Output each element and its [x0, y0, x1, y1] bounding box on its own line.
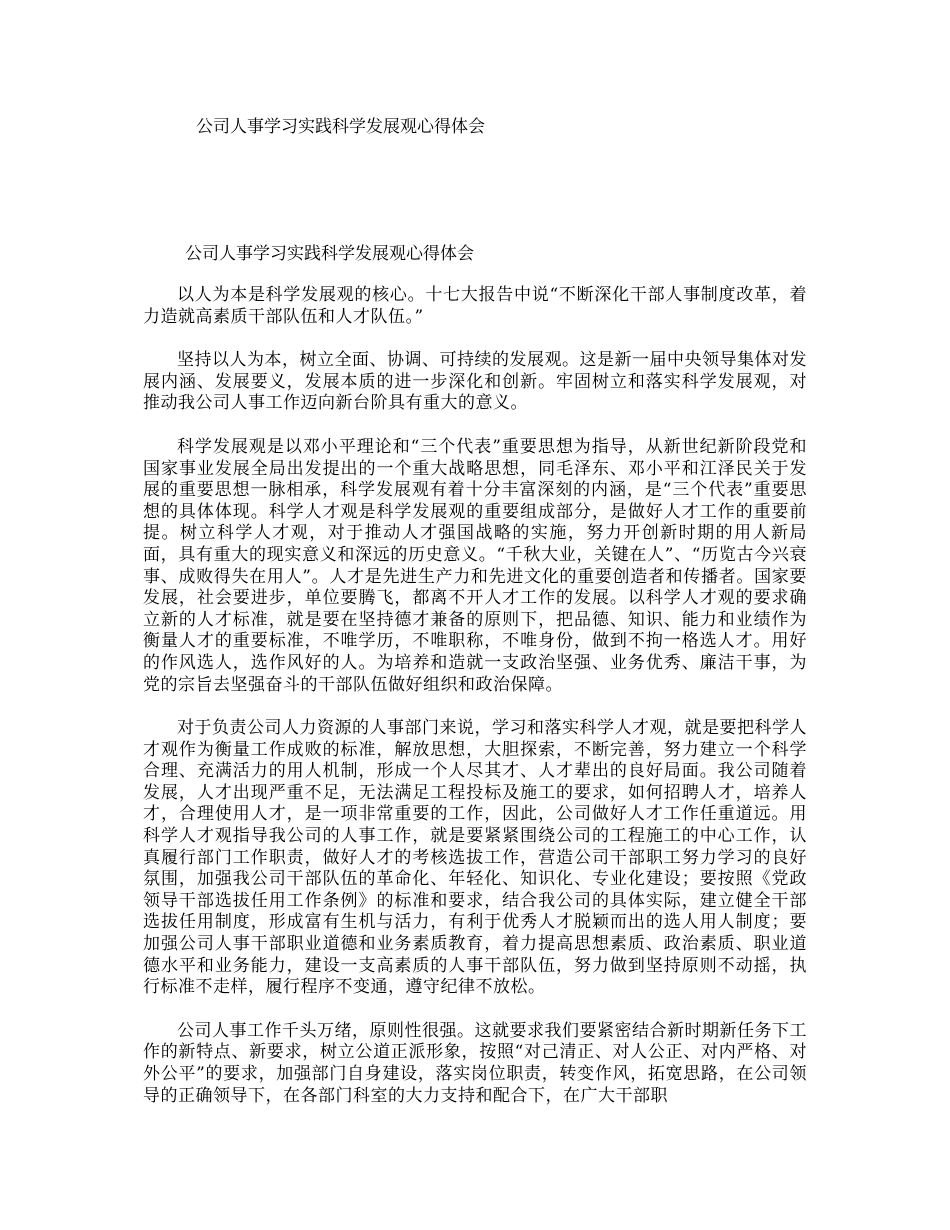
- paragraph: 以人为本是科学发展观的核心。十七大报告中说“不断深化干部人事制度改革，着力造就高素质干部队伍和人才队伍。”: [143, 285, 807, 327]
- document-body: [143, 285, 807, 1107]
- paragraph: 公司人事工作千头万绪，原则性很强。这就要求我们要紧密结合新时期新任务下工作的新特点、新要求，树立公道正派形象，按照“对己清正、对人公正、对内严格、对外公平”的要求，加强部门自身建设，落实岗位职责，转变作风，拓宽思路，在公司领导的正确领导下，在各部门科室的大力支持和配合下，在广大干部职: [143, 1020, 807, 1106]
- paragraph: 坚持以人为本，树立全面、协调、可持续的发展观。这是新一届中央领导集体对发展内涵、发展要义，发展本质的进一步深化和创新。牢固树立和落实科学发展观，对推动我公司人事工作迈向新台阶具有重大的意义。: [143, 350, 807, 414]
- paragraph: 科学发展观是以邓小平理论和“三个代表”重要思想为指导，从新世纪新阶段党和国家事业发展全局出发提出的一个重大战略思想，同毛泽东、邓小平和江泽民关于发展的重要思想一脉相承，科学发展观有着十分丰富深刻的内涵，是“三个代表”重要思想的具体体现。科学人才观是科学发展观的重要组成部分，是做好人才工作的重要前提。树立科学人才观，对于推动人才强国战略的实施，努力开创新时期的用人新局面，具有重大的现实意义和深远的历史意义。“千秋大业，关键在人”、“历览古今兴衰事、成败得失在用人”。人才是先进生产力和先进文化的重要创造者和传播者。国家要发展，社会要进步，单位要腾飞，都离不开人才工作的发展。以科学人才观的要求确立新的人才标准，就是要在坚持德才兼备的原则下，把品德、知识、能力和业绩作为衡量人才的重要标准，不唯学历，不唯职称，不唯身份，做到不拘一格选人才。用好的作风选人，选作风好的人。为培养和造就一支政治坚强、业务优秀、廉洁干事，为党的宗旨去坚强奋斗的干部队伍做好组织和政治保障。: [143, 436, 807, 695]
- header-title: 公司人事学习实践科学发展观心得体会: [196, 117, 485, 137]
- document-title: 公司人事学习实践科学发展观心得体会: [185, 244, 474, 264]
- paragraph: 对于负责公司人力资源的人事部门来说，学习和落实科学人才观，就是要把科学人才观作为衡量工作成败的标准，解放思想，大胆探索，不断完善，努力建立一个科学合理、充满活力的用人机制，形成一个人尽其才、人才辈出的良好局面。我公司随着发展，人才出现严重不足，无法满足工程投标及施工的要求，如何招聘人才，培养人才，合理使用人才，是一项非常重要的工作，因此，公司做好人才工作任重道远。用科学人才观指导我公司的人事工作，就是要紧紧围绕公司的工程施工的中心工作，认真履行部门工作职责，做好人才的考核选拔工作，营造公司干部职工努力学习的良好氛围，加强我公司干部队伍的革命化、年轻化、知识化、专业化建设；要按照《党政领导干部选拔任用工作条例》的标准和要求，结合我公司的具体实际，建立健全干部选拔任用制度，形成富有生机与活力，有利于优秀人才脱颖而出的选人用人制度；要加强公司人事干部职业道德和业务素质教育，着力提高思想素质、政治素质、职业道德水平和业务能力，建设一支高素质的人事干部队伍，努力做到坚持原则不动摇，执行标准不走样，履行程序不变通，遵守纪律不放松。: [143, 718, 807, 998]
